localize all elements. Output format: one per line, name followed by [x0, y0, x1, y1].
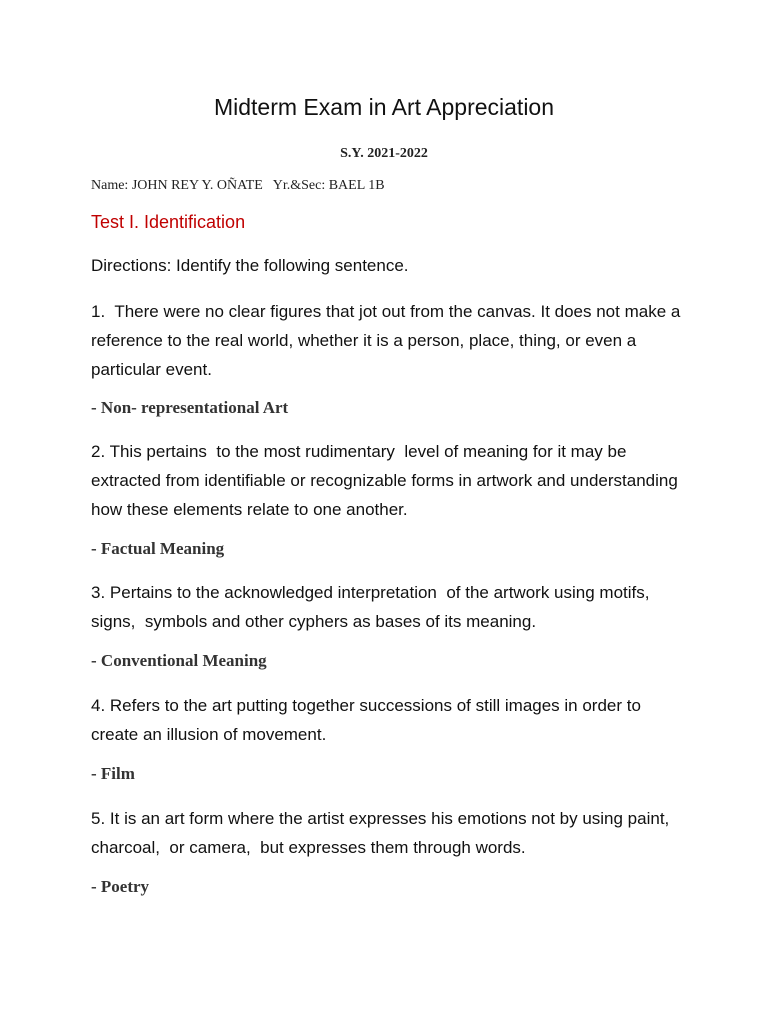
answer-4: - Film — [91, 764, 135, 783]
answer-5: - Poetry — [91, 877, 150, 896]
question-2: 2. This pertains to the most rudimentary level of meaning for it may be extracted from identifiable or recognizable forms in artwork and understanding how these elements relate to one another. — [91, 442, 683, 519]
directions-text: Directions: Identify the following sentence. — [91, 256, 409, 275]
exam-title: Midterm Exam in Art Appreciation — [213, 94, 555, 120]
answer-2: - Factual Meaning — [91, 539, 225, 558]
question-3: 3. Pertains to the acknowledged interpretation of the artwork using motifs, signs, symbols and other cyphers as bases of its meaning. — [91, 583, 655, 631]
question-4: 4. Refers to the art putting together successions of still images in order to create an illusion of movement. — [91, 696, 646, 744]
section-heading: Test I. Identification — [91, 212, 246, 232]
student-info: Name: JOHN REY Y. OÑATE Yr.&Sec: BAEL 1B — [91, 178, 385, 193]
question-1: 1. There were no clear figures that jot out from the canvas. It does not make a reference to the real world, whether it is a person, place, thing, or even a particular event. — [91, 302, 686, 379]
question-5: 5. It is an art form where the artist expresses his emotions not by using paint, charcoal, or camera, but expresses them through words. — [91, 809, 679, 857]
answer-3: - Conventional Meaning — [91, 651, 267, 670]
answer-1: - Non- representational Art — [91, 398, 289, 417]
school-year: S.Y. 2021-2022 — [340, 146, 428, 161]
